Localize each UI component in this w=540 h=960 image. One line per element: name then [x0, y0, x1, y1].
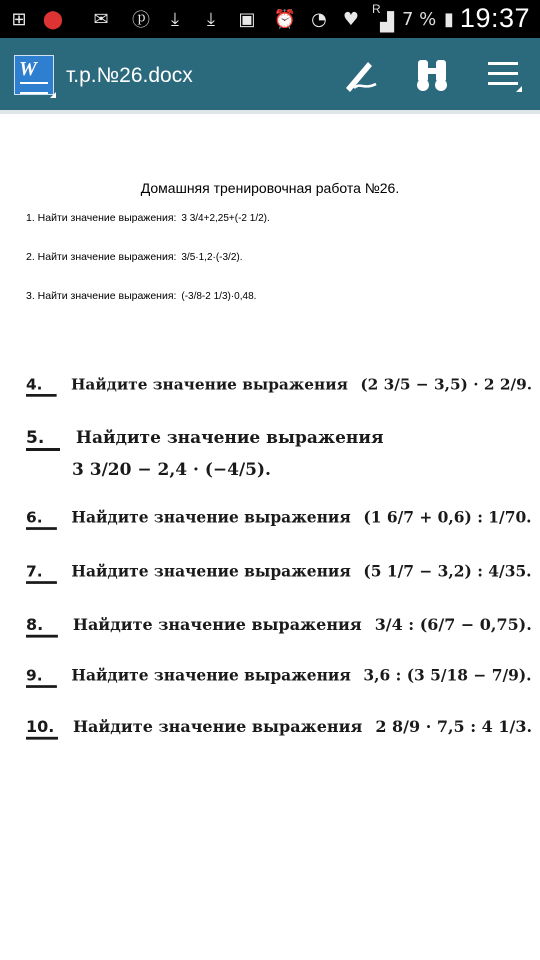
problem-expression: (5 1/7 − 3,2) : 4/35. — [363, 563, 532, 582]
heart-icon: ♥ — [342, 8, 360, 30]
task-1 — [26, 212, 270, 224]
problem-number: 10. — [26, 718, 58, 740]
problem-text: Найдите значение выражения — [71, 509, 351, 528]
problem-expression: 2 8/9 · 7,5 : 4 1/3. — [375, 718, 533, 737]
task-2 — [26, 251, 243, 263]
plus-box-icon: ⊞ — [11, 8, 27, 30]
signal-icon: ▟ — [380, 11, 394, 33]
wifi-icon: ◔ — [311, 8, 327, 30]
binoculars-icon[interactable] — [412, 54, 452, 94]
problem-6 — [26, 509, 532, 530]
problem-text: Найдите значение выражения — [71, 667, 351, 686]
download-icon: ⤓ — [207, 8, 215, 30]
clock: 19:37 — [459, 3, 530, 33]
problem-expression: (1 6/7 + 0,6) : 1/70. — [363, 509, 532, 528]
task-label: 1. Найти значение выражения: — [26, 212, 177, 224]
problem-expression: 3/4 : (6/7 − 0,75). — [374, 616, 532, 635]
task-expression: 3 3/4+2,25+(-2 1/2). — [181, 213, 270, 224]
problem-7 — [26, 563, 532, 584]
document-heading: Домашняя тренировочная работа №26. — [140, 180, 400, 196]
mail-icon: ✉ — [93, 8, 109, 30]
status-bar — [0, 0, 540, 38]
problem-5-expression-line — [72, 460, 271, 480]
app-badge-icon: ⬤ — [42, 8, 64, 30]
alarm-icon: ⏰ — [273, 8, 297, 30]
problem-8 — [26, 616, 532, 638]
problem-10 — [26, 718, 532, 740]
battery-icon: ▮ — [444, 8, 454, 30]
menu-icon[interactable] — [486, 54, 526, 94]
document-title: т.р.№26.docx — [66, 64, 193, 87]
problem-text: Найдите значение выражения — [72, 718, 363, 737]
task-label: 2. Найти значение выражения: — [26, 251, 177, 263]
download-icon: ⤓ — [171, 8, 179, 30]
task-expression: 3/5·1,2·(-3/2). — [181, 252, 243, 263]
problem-number: 8. — [26, 616, 58, 638]
task-3 — [26, 290, 256, 302]
problem-text: Найдите значение выражения — [70, 376, 348, 395]
problem-number: 4. — [26, 376, 57, 397]
problem-text: Найдите значение выражения — [71, 563, 351, 582]
battery-percent: 7 % — [402, 9, 437, 30]
document-page — [0, 114, 540, 960]
brand-icon: ⓟ — [132, 10, 150, 31]
problem-number: 7. — [26, 563, 57, 584]
problem-5 — [26, 428, 384, 451]
problem-9 — [26, 667, 532, 688]
problem-number: 6. — [26, 509, 57, 530]
pen-tool-icon[interactable] — [340, 54, 380, 94]
menu-corner-indicator — [50, 92, 56, 98]
problem-expression: 3 3/20 − 2,4 · (−4/5). — [72, 460, 271, 480]
word-document-icon[interactable]: W — [14, 55, 54, 95]
problem-text: Найдите значение выражения — [75, 428, 384, 448]
problem-number: 9. — [26, 667, 57, 688]
problem-expression: (2 3/5 − 3,5) · 2 2/9. — [360, 376, 533, 395]
image-icon: ▣ — [238, 8, 256, 30]
problem-number: 5. — [26, 428, 60, 451]
task-label: 3. Найти значение выражения: — [26, 290, 177, 302]
task-expression: (-3/8-2 1/3)·0,48. — [181, 291, 257, 302]
problem-expression: 3,6 : (3 5/18 − 7/9). — [363, 667, 532, 686]
problem-text: Найдите значение выражения — [72, 616, 362, 635]
roaming-indicator: R — [372, 2, 381, 16]
problem-4 — [26, 376, 532, 397]
